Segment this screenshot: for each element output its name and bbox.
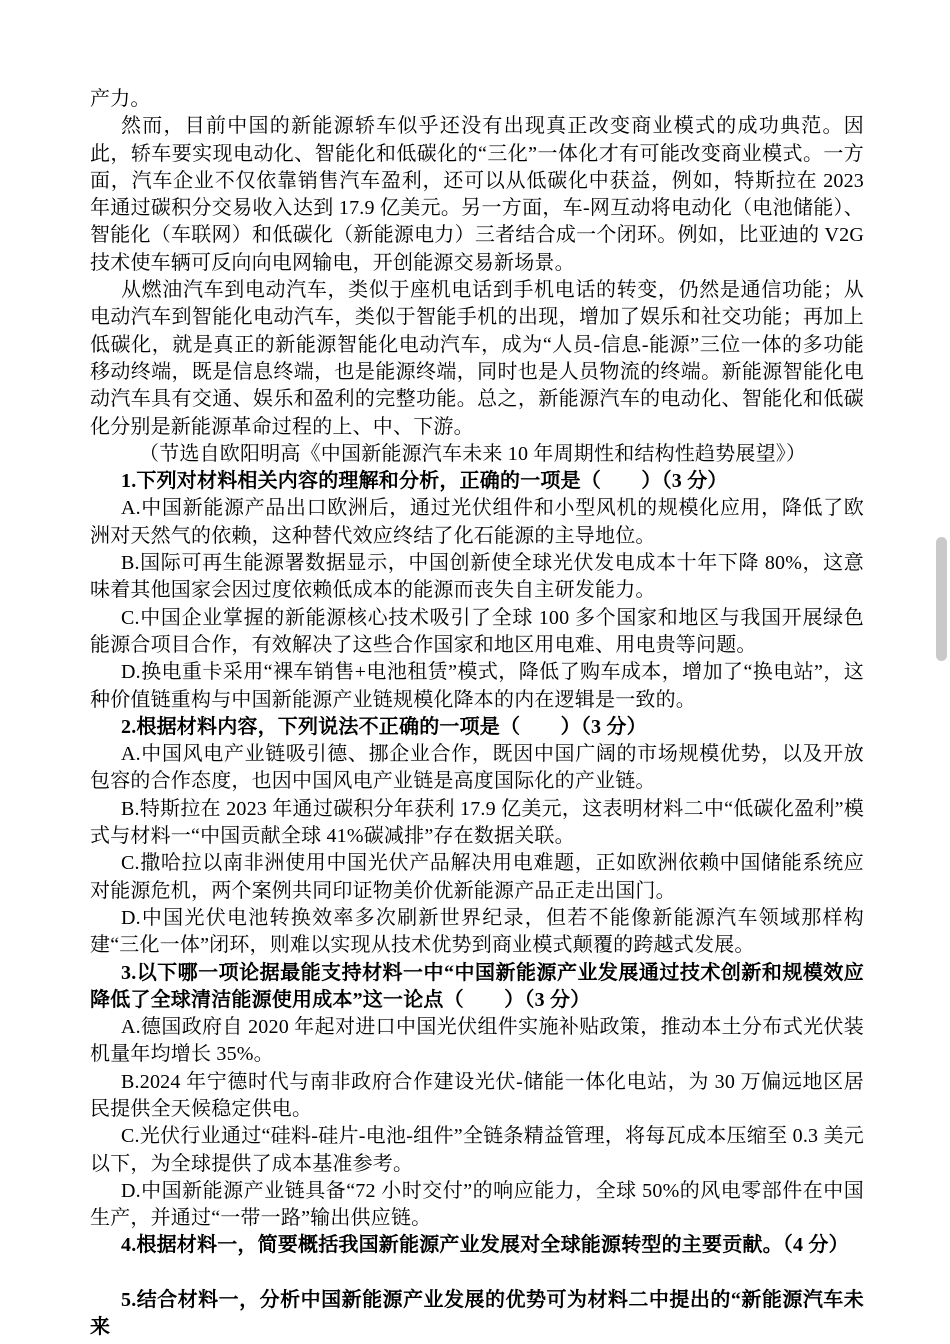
question-3-option-a: A.德国政府自 2020 年起对进口中国光伏组件实施补贴政策，推动本土分布式光伏装机量年均增长 35%。: [90, 1016, 864, 1066]
body-paragraph-2: 从燃油汽车到电动汽车，类似于座机电话到手机电话的转变，仍然是通信功能；从电动汽车到智能化电动汽车，类似于智能手机的出现，增加了娱乐和社交功能；再加上低碳化，就是真正的新能源智能化电动汽车，成为“人员-信息-能源”三位一体的多功能移动终端，既是信息终端，也是能源终端，同时也是人员物流的终端。新能源智能化电动汽车具有交通、娱乐和盈利的完整功能。总之，新能源汽车的电动化、智能化和低碳化分别是新能源革命过程的上、中、下游。: [90, 279, 864, 438]
question-2-option-b: B.特斯拉在 2023 年通过碳积分年获利 17.9 亿美元，这表明材料二中“低碳化盈利”模式与材料一“中国贡献全球 41%碳减排”存在数据关联。: [90, 797, 864, 848]
question-3-option-b: B.2024 年宁德时代与南非政府合作建设光伏-储能一体化电站，为 30 万偏远地区居民提供全天候稳定供电。: [90, 1070, 864, 1120]
question-1-option-b: B.国际可再生能源署数据显示，中国创新使全球光伏发电成本十年下降 80%，这意味着其他国家会因过度依赖低成本的能源而丧失自主研发能力。: [90, 552, 864, 602]
question-1-option-d: D.换电重卡采用“裸车销售+电池租赁”模式，降低了购车成本，增加了“换电站”，这种价值链重构与中国新能源产业链规模化降本的内在逻辑是一致的。: [90, 661, 864, 711]
paragraph-continuation: 产力。: [90, 88, 151, 110]
question-1-option-c: C.中国企业掌握的新能源核心技术吸引了全球 100 多个国家和地区与我国开展绿色能源合项目合作，有效解决了这些合作国家和地区用电难、用电贵等问题。: [90, 606, 864, 656]
question-1-stem: 1.下列对材料相关内容的理解和分析，正确的一项是（ ）（3 分）: [121, 470, 728, 493]
question-2-option-c: C.撒哈拉以南非洲使用中国光伏产品解决用电难题，正如欧洲依赖中国储能系统应对能源危机，两个案例共同印证物美价优新能源产品正走出国门。: [90, 852, 864, 902]
question-3-option-c: C.光伏行业通过“硅料-硅片-电池-组件”全链条精益管理，将每瓦成本压缩至 0.3 美元以下，为全球提供了成本基准参考。: [90, 1125, 864, 1175]
scrollbar-thumb[interactable]: [936, 537, 947, 661]
question-2-option-a: A.中国风电产业链吸引德、挪企业合作，既因中国广阔的市场规模优势，以及开放包容的合作态度，也因中国风电产业链是高度国际化的产业链。: [90, 743, 864, 793]
question-3-stem: 3.以下哪一项论据最能支持材料一中“中国新能源产业发展通过技术创新和规模效应降低了全球清洁能源使用成本”这一论点（ ）（3 分）: [90, 961, 864, 1011]
question-5-stem: 5.结合材料一，分析中国新能源产业发展的优势可为材料二中提出的“新能源汽车未来: [90, 1289, 864, 1339]
question-4-stem: 4.根据材料一，简要概括我国新能源产业发展对全球能源转型的主要贡献。（4 分）: [121, 1234, 849, 1257]
document-content: [90, 86, 864, 1342]
question-1-option-a: A.中国新能源产品出口欧洲后，通过光伏组件和小型风机的规模化应用，降低了欧洲对天然气的依赖，这种替代效应终结了化石能源的主导地位。: [90, 497, 864, 547]
question-2-stem: 2.根据材料内容，下列说法不正确的一项是（ ）（3 分）: [121, 715, 647, 738]
question-2-option-d: D.中国光伏电池转换效率多次刷新世界纪录，但若不能像新能源汽车领域那样构建“三化一体”闭环，则难以实现从技术优势到商业模式颠覆的跨越式发展。: [90, 906, 864, 957]
citation-line: （节选自欧阳明高《中国新能源汽车未来 10 年周期性和结构性趋势展望》）: [139, 442, 807, 465]
question-3-option-d: D.中国新能源产业链具备“72 小时交付”的响应能力，全球 50%的风电零部件在中国生产，并通过“一带一路”输出供应链。: [90, 1179, 864, 1230]
body-paragraph-1: 然而，目前中国的新能源轿车似乎还没有出现真正改变商业模式的成功典范。因此，轿车要实现电动化、智能化和低碳化的“三化”一体化才有可能改变商业模式。一方面，汽车企业不仅依靠销售汽车盈利，还可以从低碳化中获益，例如，特斯拉在 2023 年通过碳积分交易收入达到 17.9 亿美元。另一方面，车-网互动将电动化（电池储能）、智能化（车联网）和低碳化（新能源电力）三者结合成一个闭环。例如，比亚迪的 V2G 技术使车辆可反向向电网输电，开创能源交易新场景。: [90, 115, 864, 274]
